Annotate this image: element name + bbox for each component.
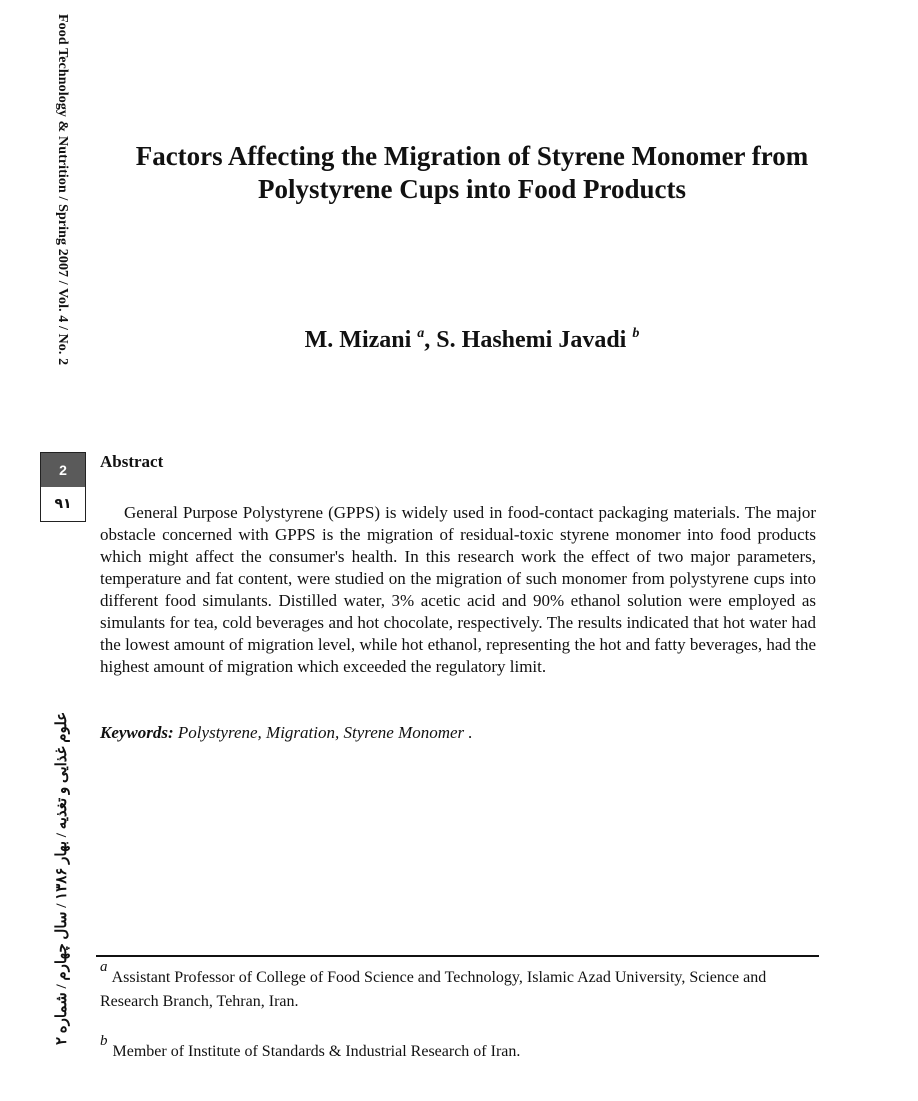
keywords-label: Keywords: [100, 723, 174, 742]
abstract-text: General Purpose Polystyrene (GPPS) is widely used in food-contact packaging materials. The major obstacle concerned with GPPS is the migration of residual-toxic styrene monomer into food products which might affect the consumer's health. In this research work the effect of two major parameters, temperature and fat content, were studied on the migration of such monomer from polystyrene cups into different food simulants. Distilled water, 3% acetic acid and 90% ethanol solution were employed as simulants for tea, cold beverages and hot chocolate, respectively. The results indicated that hot water had the lowest amount of migration level, while hot ethanol, representing the hot and fatty beverages, had the highest amount of migration which exceeded the regulatory limit. [100, 503, 816, 676]
author-affiliation-mark: b [632, 326, 640, 341]
abstract-heading: Abstract [100, 452, 164, 471]
footnote-text: Assistant Professor of College of Food Science and Technology, Islamic Azad University, Science and Research Branch, Tehran, Iran. [100, 969, 767, 1010]
author-separator: , [424, 327, 437, 353]
footnote-text: Member of Institute of Standards & Industrial Research of Iran. [112, 1043, 521, 1060]
journal-running-header [48, 14, 78, 424]
page-number-box [40, 452, 86, 522]
footnote-mark: b [100, 1033, 108, 1049]
footnote-divider [96, 955, 819, 957]
footnote-a [100, 959, 818, 1013]
paper-title: Factors Affecting the Migration of Styrene Monomer from Polystyrene Cups into Food Products [135, 141, 809, 204]
persian-citation: علوم غذایی و تغذیه / بهار ۱۳۸۶ / سال چهارم / شماره ۲ [54, 711, 70, 1045]
persian-page-number: ۹۱ [54, 496, 72, 512]
persian-running-header [48, 711, 78, 1050]
page-number: 2 [41, 453, 85, 487]
author-affiliation-mark: a [417, 326, 425, 341]
author-name: S. Hashemi Javadi [436, 327, 627, 353]
journal-citation: Food Technology & Nutrition / Spring 2007 / Vol. 4 / No. 2 [55, 14, 70, 366]
author-line [100, 326, 844, 354]
footnote-mark: a [100, 959, 108, 975]
keywords-line [100, 723, 473, 743]
keywords-text: Polystyrene, Migration, Styrene Monomer . [173, 723, 473, 742]
footnote-b [100, 1033, 818, 1064]
author-name: M. Mizani [304, 327, 412, 353]
